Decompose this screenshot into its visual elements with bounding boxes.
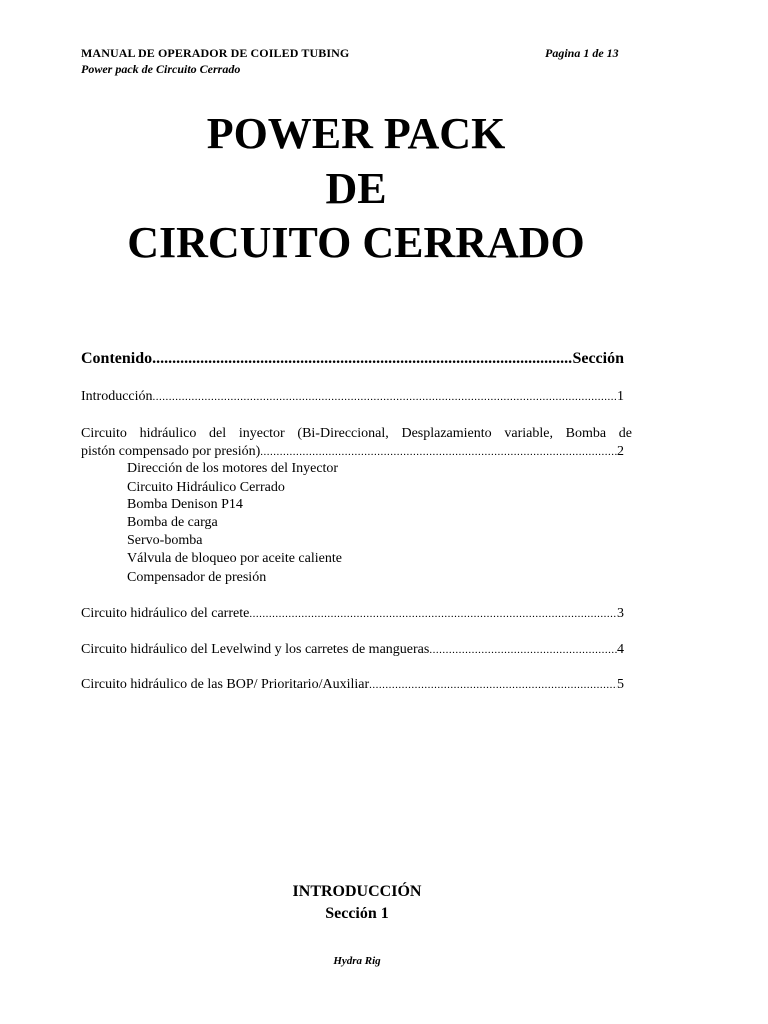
toc-entry-number: 4 [617, 642, 624, 657]
toc-entry-label: Circuito hidráulico del carrete [81, 606, 250, 621]
page-number-label: Pagina 1 de 13 [545, 46, 619, 60]
toc-entry-line-1: Circuito hidráulico del inyector (Bi-Direccional, Desplazamiento variable, Bomba de [81, 426, 632, 441]
toc-entry-label: Introducción [81, 389, 153, 404]
toc-subitem: Circuito Hidráulico Cerrado [127, 480, 285, 495]
section-number: Sección 1 [325, 905, 389, 922]
manual-title: MANUAL DE OPERADOR DE COILED TUBING [81, 46, 350, 60]
toc-entry-label: Circuito hidráulico de las BOP/ Prioritario/Auxiliar [81, 677, 370, 692]
main-title-line-3: CIRCUITO CERRADO [127, 218, 585, 267]
toc-entry [81, 389, 624, 405]
toc-entry-number: 1 [617, 389, 624, 404]
toc-entry-leader [369, 679, 617, 691]
toc-heading-section-label: Sección [572, 350, 624, 367]
toc-entry-leader [153, 391, 617, 403]
toc-entry-leader [249, 608, 617, 620]
toc-entry-label: pistón compensado por presión) [81, 444, 261, 459]
footer-brand: Hydra Rig [333, 955, 381, 967]
toc-subitem: Válvula de bloqueo por aceite caliente [127, 551, 342, 566]
main-title-line-1: POWER PACK [206, 109, 506, 158]
toc-entry-number: 5 [617, 677, 624, 692]
toc-entry-number: 2 [617, 444, 624, 459]
toc-subitem: Dirección de los motores del Inyector [127, 461, 339, 476]
toc-subitem: Compensador de presión [127, 570, 267, 585]
main-title-line-2: DE [325, 164, 387, 213]
toc-subitem: Bomba de carga [127, 515, 218, 530]
toc-entry [81, 444, 624, 460]
toc-heading-label: Contenido. [81, 350, 157, 367]
section-title: INTRODUCCIÓN [292, 883, 422, 900]
toc-heading [81, 350, 624, 368]
toc-entry [81, 642, 624, 658]
toc-entry-label: Circuito hidráulico del Levelwind y los carretes de mangueras [81, 642, 430, 657]
toc-subitem: Servo-bomba [127, 533, 203, 548]
toc-entry [81, 606, 624, 622]
toc-entry-number: 3 [617, 606, 624, 621]
toc-subitem: Bomba Denison P14 [127, 497, 243, 512]
toc-heading-leader [156, 350, 572, 368]
toc-entry-leader [429, 644, 617, 656]
toc-entry [81, 677, 624, 693]
toc-entry-leader [260, 446, 617, 458]
document-subtitle: Power pack de Circuito Cerrado [81, 62, 241, 76]
